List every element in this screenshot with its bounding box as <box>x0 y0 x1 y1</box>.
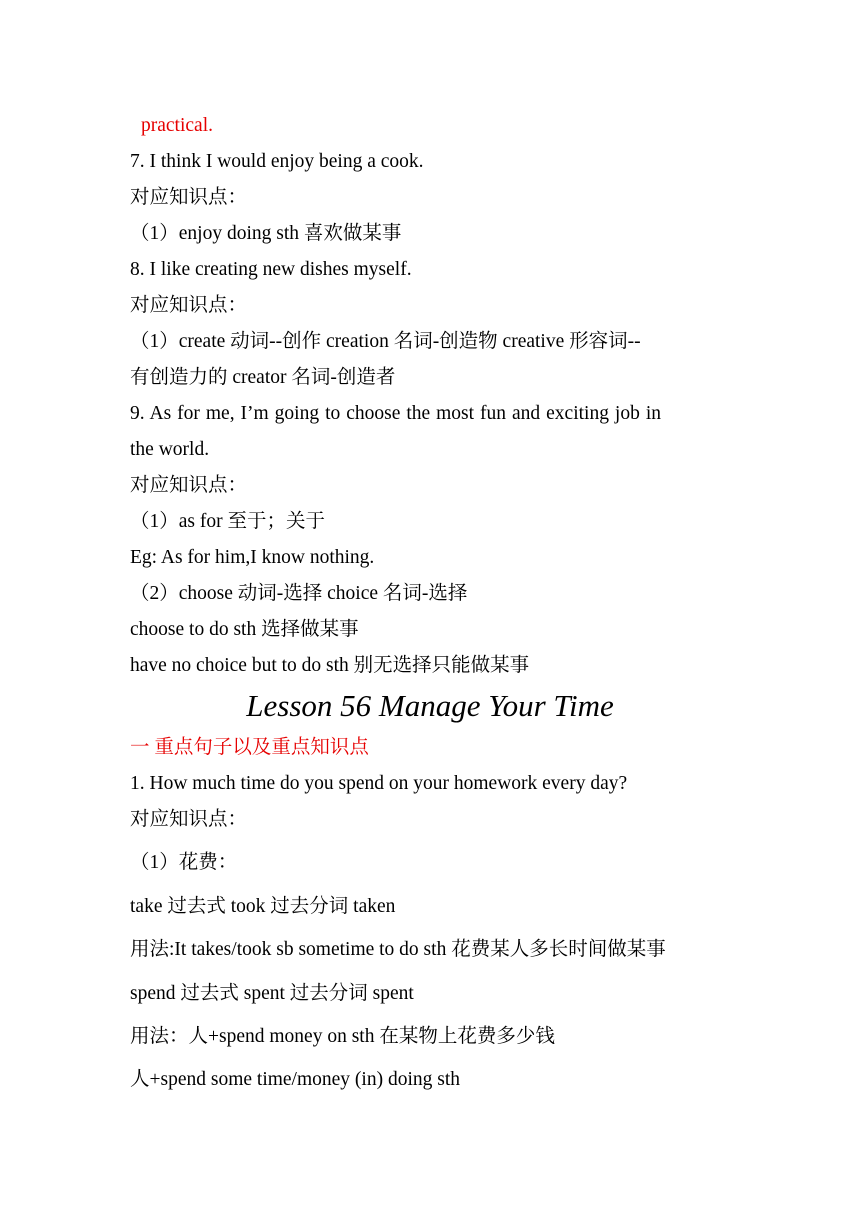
lesson-title: Lesson 56 Manage Your Time <box>246 688 614 723</box>
usage-line: have no choice but to do sth 别无选择只能做某事 <box>130 655 530 676</box>
usage-line: 用法：人+spend money on sth 在某物上花费多少钱 <box>130 1026 555 1047</box>
sentence-1: 1. How much time do you spend on your homework every day? <box>130 773 628 794</box>
knowledge-point: （1）as for 至于；关于 <box>130 511 325 532</box>
usage-line: take 过去式 took 过去分词 taken <box>130 896 396 917</box>
sentence-7: 7. I think I would enjoy being a cook. <box>130 151 424 172</box>
knowledge-point: （2）choose 动词-选择 choice 名词-选择 <box>130 583 468 604</box>
section-heading: 一 重点句子以及重点知识点 <box>130 737 369 758</box>
continued-text: practical. <box>141 115 213 136</box>
knowledge-label: 对应知识点： <box>130 295 248 316</box>
knowledge-point: （1）花费： <box>130 852 238 873</box>
knowledge-label: 对应知识点： <box>130 809 248 830</box>
knowledge-point-continued: 有创造力的 creator 名词-创造者 <box>130 367 396 388</box>
example-sentence: Eg: As for him,I know nothing. <box>130 547 375 568</box>
sentence-9 <box>130 404 730 424</box>
knowledge-point: （1）create 动词--创作 creation 名词-创造物 creative 形容词-- <box>130 331 641 352</box>
knowledge-point: （1）enjoy doing sth 喜欢做某事 <box>130 223 402 244</box>
knowledge-label: 对应知识点： <box>130 475 248 496</box>
knowledge-label: 对应知识点： <box>130 187 248 208</box>
sentence-8: 8. I like creating new dishes myself. <box>130 259 412 280</box>
sentence-9-continued: the world. <box>130 439 210 460</box>
usage-line: choose to do sth 选择做某事 <box>130 619 359 640</box>
sentence-9-text: 9. As for me, I’m going to choose the most fun and exciting job in <box>130 403 661 424</box>
usage-line: spend 过去式 spent 过去分词 spent <box>130 983 414 1004</box>
usage-line: 人+spend some time/money (in) doing sth <box>130 1069 461 1090</box>
usage-line: 用法:It takes/took sb sometime to do sth 花费某人多长时间做某事 <box>130 939 666 960</box>
